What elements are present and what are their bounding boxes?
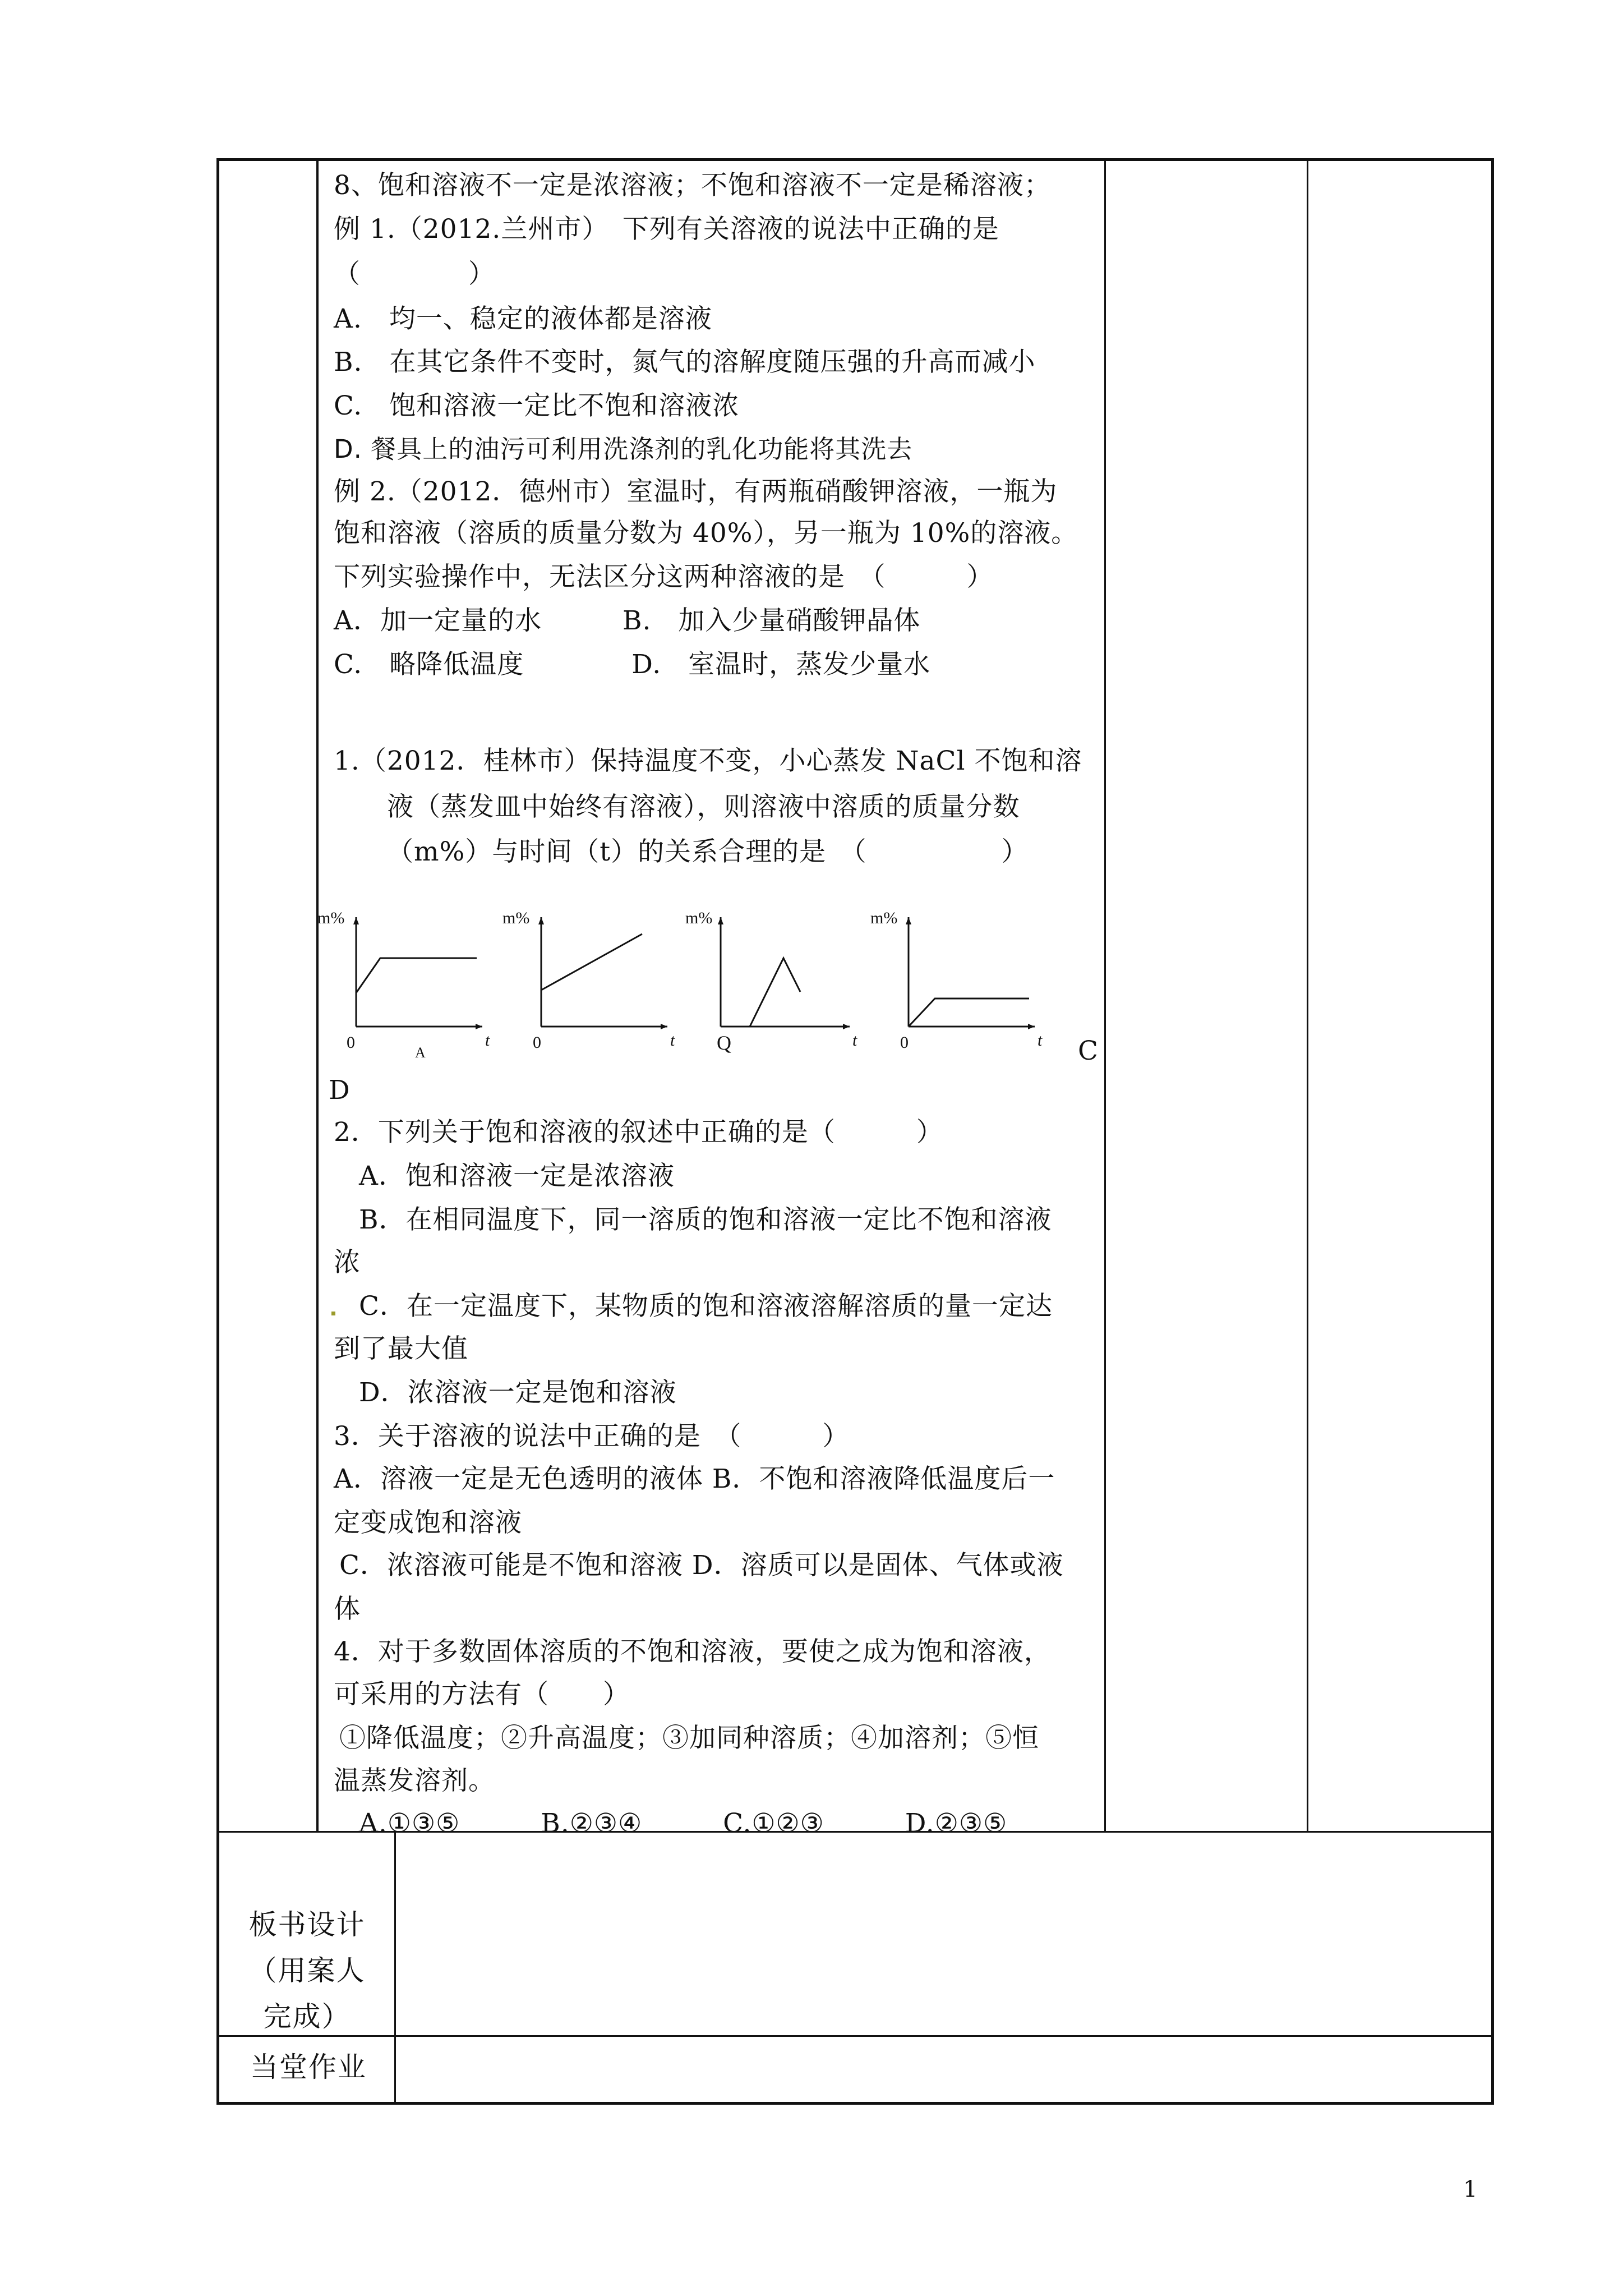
table-bottom-border: [216, 2102, 1494, 2105]
text-line: C. 饱和溶液一定比不饱和溶液浓: [334, 390, 740, 421]
graph-c-origin: Q: [717, 1032, 731, 1054]
text-line: 8、饱和溶液不一定是浓溶液；不饱和溶液不一定是稀溶液；: [334, 170, 1051, 201]
graph-d-ylabel: m%: [870, 909, 898, 927]
text-line: ①降低温度；②升高温度；③加同种溶质；④加溶剂；⑤恒: [339, 1723, 1039, 1754]
text-line: 定变成饱和溶液: [334, 1507, 522, 1538]
text-line: 温蒸发溶剂。: [334, 1765, 495, 1796]
graph-a-origin: 0: [347, 1033, 355, 1052]
text-line: 到了最大值: [334, 1333, 468, 1364]
text-line: 可采用的方法有（ ）: [334, 1679, 630, 1710]
text-line: D: [329, 1075, 351, 1106]
graph-d-xlabel: t: [1038, 1031, 1043, 1050]
text-line: 3．关于溶液的说法中正确的是 （ ）: [334, 1421, 850, 1452]
text-line: D. 餐具上的油污可利用洗涤剂的乳化功能将其洗去: [334, 434, 913, 464]
text-line: A.①③⑤ B.②③④ C.①②③ D.②③⑤: [359, 1808, 1008, 1839]
margin-dot: [331, 1312, 335, 1315]
graph-b-ylabel: m%: [502, 909, 530, 927]
text-line: C. 略降低温度 D. 室温时，蒸发少量水: [334, 649, 931, 680]
table-left-border: [216, 158, 219, 2105]
graph-b: [499, 909, 684, 1060]
graph-c: [681, 909, 866, 1060]
text-line: A. 均一、稳定的液体都是溶液: [334, 303, 712, 334]
graph-a: [314, 909, 499, 1060]
homework-label: 当堂作业: [250, 2051, 367, 2083]
graph-choice-c: C: [1078, 1036, 1099, 1066]
graph-a-ylabel: m%: [317, 909, 345, 927]
text-line: 例 2.（2012．德州市）室温时，有两瓶硝酸钾溶液，一瓶为: [334, 476, 1058, 507]
graph-b-xlabel: t: [670, 1031, 675, 1050]
text-line: C．在一定温度下，某物质的饱和溶液溶解溶质的量一定达: [359, 1291, 1053, 1322]
text-line: （ ）: [334, 259, 495, 289]
text-line: A．溶液一定是无色透明的液体 B．不饱和溶液降低温度后一: [334, 1464, 1055, 1494]
text-line: D．浓溶液一定是饱和溶液: [359, 1377, 677, 1408]
text-line: C．浓溶液可能是不饱和溶液 D．溶质可以是固体、气体或液: [339, 1550, 1064, 1581]
row-divider-2: [216, 2035, 1494, 2037]
text-line: 液（蒸发皿中始终有溶液），则溶液中溶质的质量分数: [387, 792, 1020, 822]
text-line: B. 在其它条件不变时，氮气的溶解度随压强的升高而减小: [334, 347, 1036, 378]
text-line: 饱和溶液（溶质的质量分数为 40%），另一瓶为 10%的溶液。: [334, 518, 1078, 549]
text-line: 1.（2012．桂林市）保持温度不变，小心蒸发 NaCl 不饱和溶: [334, 746, 1082, 776]
graph-b-origin: 0: [533, 1033, 541, 1052]
table-top-border: [216, 158, 1494, 161]
page-number: 1: [1463, 2177, 1478, 2202]
text-line: 4．对于多数固体溶质的不饱和溶液，要使之成为饱和溶液，: [334, 1636, 1051, 1667]
graph-d: [866, 909, 1052, 1060]
table-right-border: [1491, 158, 1494, 2105]
text-line: A．饱和溶液一定是浓溶液: [359, 1161, 675, 1191]
text-line: 例 1.（2012.兰州市） 下列有关溶液的说法中正确的是: [334, 214, 999, 245]
text-line: 2．下列关于饱和溶液的叙述中正确的是（ ）: [334, 1117, 943, 1148]
col-divider-lower: [394, 1831, 396, 2104]
text-line: （m%）与时间（t）的关系合理的是 （ ）: [387, 836, 1029, 867]
graph-c-ylabel: m%: [685, 909, 713, 927]
col-divider-2: [1104, 158, 1106, 1832]
graph-a-xlabel: t: [485, 1031, 490, 1050]
text-line: 下列实验操作中，无法区分这两种溶液的是 （ ）: [334, 562, 994, 592]
text-line: B．在相同温度下，同一溶质的饱和溶液一定比不饱和溶液: [359, 1204, 1052, 1235]
board-design-label: 板书设计（用案人完成）: [248, 1908, 366, 2033]
text-line: A．加一定量的水 B. 加入少量硝酸钾晶体: [334, 605, 921, 636]
graph-c-xlabel: t: [852, 1031, 857, 1050]
graph-d-origin: 0: [900, 1033, 909, 1052]
col-divider-3: [1307, 158, 1308, 1832]
graph-a-choice-fragment: A: [415, 1045, 426, 1061]
text-line: 体: [334, 1594, 361, 1625]
text-line: 浓: [334, 1247, 361, 1278]
